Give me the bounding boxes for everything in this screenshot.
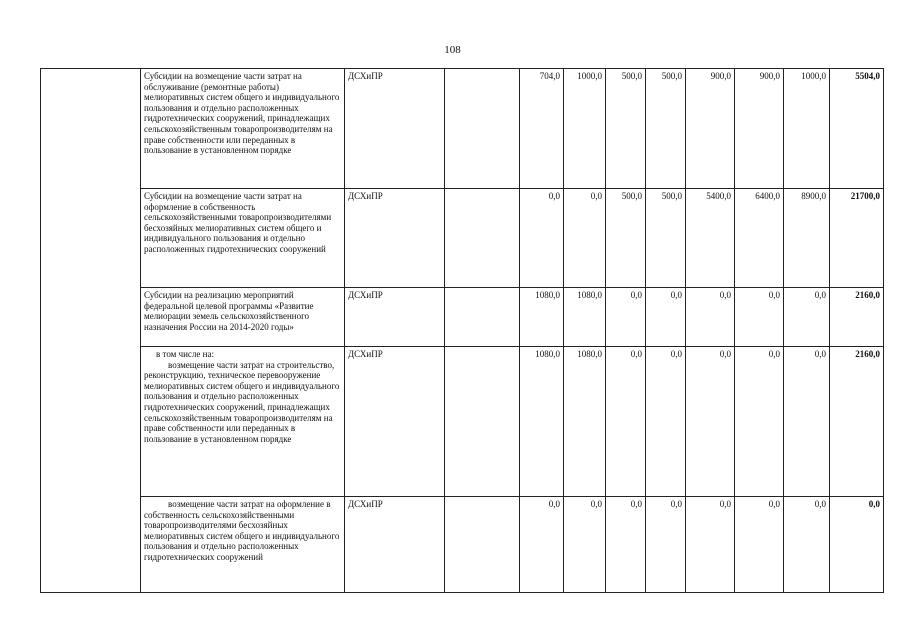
table-row [41, 347, 884, 497]
description-cell: Субсидии на возмещение части затрат на обслуживание (ремонтные работы) мелиоративных систем общего и индивидуального пользования и отдельно расположенных гидротехнических сооружений, принадлежащих сельскохозяйственным товаропроизводителям на праве собственности или переданных в пользование в установленном порядке [141, 69, 345, 189]
value-cell: 500,0 [646, 69, 686, 189]
table-row [41, 189, 884, 288]
total-cell: 5504,0 [830, 69, 884, 189]
value-cell: 1080,0 [564, 347, 606, 497]
budget-table [40, 68, 884, 593]
empty-source-cell [445, 288, 520, 347]
value-cell: 0,0 [606, 497, 646, 593]
value-cell: 900,0 [735, 69, 784, 189]
value-cell: 0,0 [686, 288, 735, 347]
description-cell [141, 497, 345, 593]
description-cell: Субсидии на реализацию мероприятий федеральной целевой программы «Развитие мелиорации земель сельскохозяйственного назначения России на 2014-2020 годы» [141, 288, 345, 347]
value-cell: 0,0 [784, 288, 830, 347]
description-text: возмещение части затрат на строительство, реконструкцию, техническое перевооружение мелиоративных систем общего и индивидуального пользования и отдельно расположенных гидротехнических сооружений, принадлежащих сельскохозяйственным товаропроизводителям на праве собственности или переданных в пользование в установленном порядке [144, 359, 340, 444]
value-cell: 500,0 [646, 189, 686, 288]
value-cell: 0,0 [606, 347, 646, 497]
value-cell: 0,0 [686, 497, 735, 593]
value-cell: 0,0 [520, 497, 564, 593]
value-cell: 704,0 [520, 69, 564, 189]
page-number: 108 [444, 44, 461, 56]
total-cell: 0,0 [830, 497, 884, 593]
executor-cell: ДСХиПР [345, 69, 445, 189]
empty-source-cell [445, 497, 520, 593]
value-cell: 0,0 [646, 288, 686, 347]
value-cell: 0,0 [606, 288, 646, 347]
description-cell [141, 347, 345, 497]
value-cell: 900,0 [686, 69, 735, 189]
value-cell: 0,0 [784, 497, 830, 593]
total-cell: 2160,0 [830, 347, 884, 497]
table-row [41, 288, 884, 347]
description-prefix: в том числе на: [156, 349, 214, 359]
executor-cell: ДСХиПР [345, 288, 445, 347]
total-cell: 2160,0 [830, 288, 884, 347]
value-cell: 1080,0 [564, 288, 606, 347]
value-cell: 6400,0 [735, 189, 784, 288]
value-cell: 0,0 [564, 189, 606, 288]
value-cell: 0,0 [735, 497, 784, 593]
executor-cell: ДСХиПР [345, 497, 445, 593]
value-cell: 500,0 [606, 69, 646, 189]
value-cell: 0,0 [520, 189, 564, 288]
value-cell: 0,0 [735, 288, 784, 347]
value-cell: 0,0 [646, 347, 686, 497]
value-cell: 0,0 [735, 347, 784, 497]
value-cell: 5400,0 [686, 189, 735, 288]
value-cell: 500,0 [606, 189, 646, 288]
table-row [41, 497, 884, 593]
value-cell: 0,0 [686, 347, 735, 497]
description-text: возмещение части затрат на оформление в собственность сельскохозяйственными товаропроизводителями бесхозяйных мелиоративных систем общего и индивидуального пользования и отдельно расположенных гидротехнических сооружений [144, 499, 340, 562]
total-cell: 21700,0 [830, 189, 884, 288]
empty-source-cell [445, 69, 520, 189]
empty-source-cell [445, 347, 520, 497]
executor-cell: ДСХиПР [345, 189, 445, 288]
executor-cell: ДСХиПР [345, 347, 445, 497]
value-cell: 0,0 [646, 497, 686, 593]
table-row [41, 69, 884, 189]
value-cell: 1000,0 [564, 69, 606, 189]
value-cell: 8900,0 [784, 189, 830, 288]
empty-number-cell [41, 69, 141, 593]
value-cell: 1000,0 [784, 69, 830, 189]
empty-source-cell [445, 189, 520, 288]
value-cell: 1080,0 [520, 347, 564, 497]
value-cell: 1080,0 [520, 288, 564, 347]
description-cell: Субсидии на возмещение части затрат на оформление в собственность сельскохозяйственными товаропроизводителями бесхозяйных мелиоративных систем общего и индивидуального пользования и отдельно расположенных гидротехнических сооружений [141, 189, 345, 288]
value-cell: 0,0 [784, 347, 830, 497]
value-cell: 0,0 [564, 497, 606, 593]
